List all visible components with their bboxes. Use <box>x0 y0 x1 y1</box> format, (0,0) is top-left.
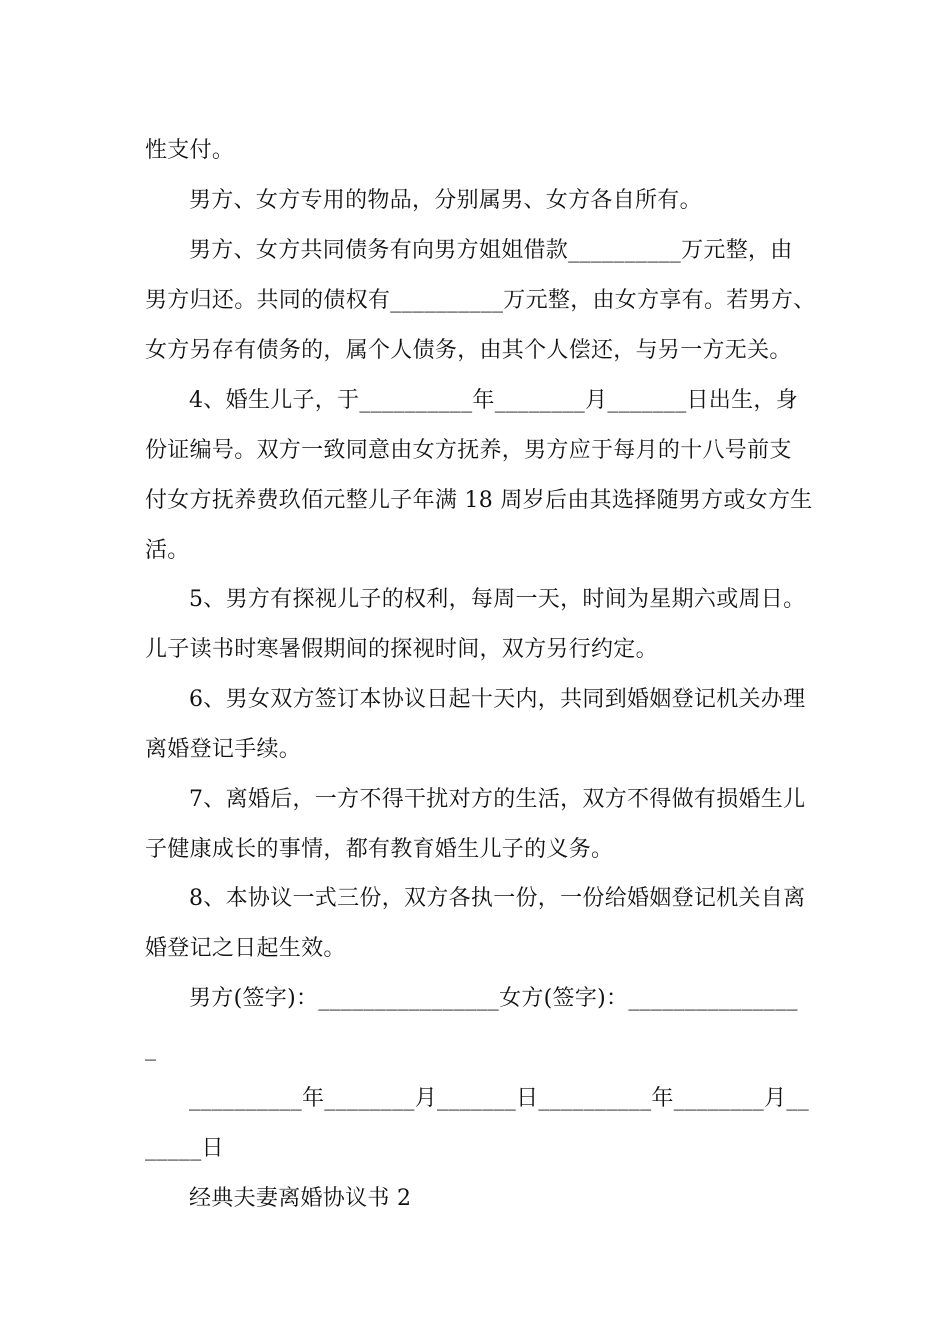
signature-line-continuation: _ <box>145 1036 157 1061</box>
date-line: __________年________月_______日__________年________月__ <box>189 1086 809 1111</box>
paragraph-line: 性支付。 <box>145 138 235 163</box>
paragraph-line: 7、离婚后，一方不得干扰对方的生活，双方不得做有损婚生儿 <box>189 787 806 812</box>
date-line-continuation: _____日 <box>145 1136 224 1161</box>
section-title: 经典夫妻离婚协议书 2 <box>189 1186 412 1211</box>
paragraph-line: 4、婚生儿子，于__________年________月_______日出生，身 <box>189 388 798 413</box>
signature-line: 男方(签字)：________________女方(签字)：_______________ <box>189 986 798 1011</box>
paragraph-line: 活。 <box>145 538 190 563</box>
paragraph-line: 份证编号。双方一致同意由女方抚养，男方应于每月的十八号前支 <box>145 438 792 463</box>
paragraph-line: 男方、女方共同债务有向男方姐姐借款__________万元整，由 <box>189 238 793 263</box>
paragraph-line: 男方、女方专用的物品，分别属男、女方各自所有。 <box>189 188 702 213</box>
paragraph-line: 8、本协议一式三份，双方各执一份，一份给婚姻登记机关自离 <box>189 886 806 911</box>
paragraph-line: 5、男方有探视儿子的权利，每周一天，时间为星期六或周日。 <box>189 587 806 612</box>
paragraph-line: 男方归还。共同的债权有__________万元整，由女方享有。若男方、 <box>145 288 816 313</box>
paragraph-line: 女方另存有债务的，属个人债务，由其个人偿还，与另一方无关。 <box>145 338 792 363</box>
paragraph-line: 子健康成长的事情，都有教育婚生儿子的义务。 <box>145 837 614 862</box>
paragraph-line: 6、男女双方签订本协议日起十天内，共同到婚姻登记机关办理 <box>189 687 806 712</box>
paragraph-line: 离婚登记手续。 <box>145 737 302 762</box>
paragraph-line: 婚登记之日起生效。 <box>145 936 346 961</box>
paragraph-line: 儿子读书时寒暑假期间的探视时间，双方另行约定。 <box>145 637 658 662</box>
paragraph-line: 付女方抚养费玖佰元整儿子年满 18 周岁后由其选择随男方或女方生 <box>145 488 813 513</box>
